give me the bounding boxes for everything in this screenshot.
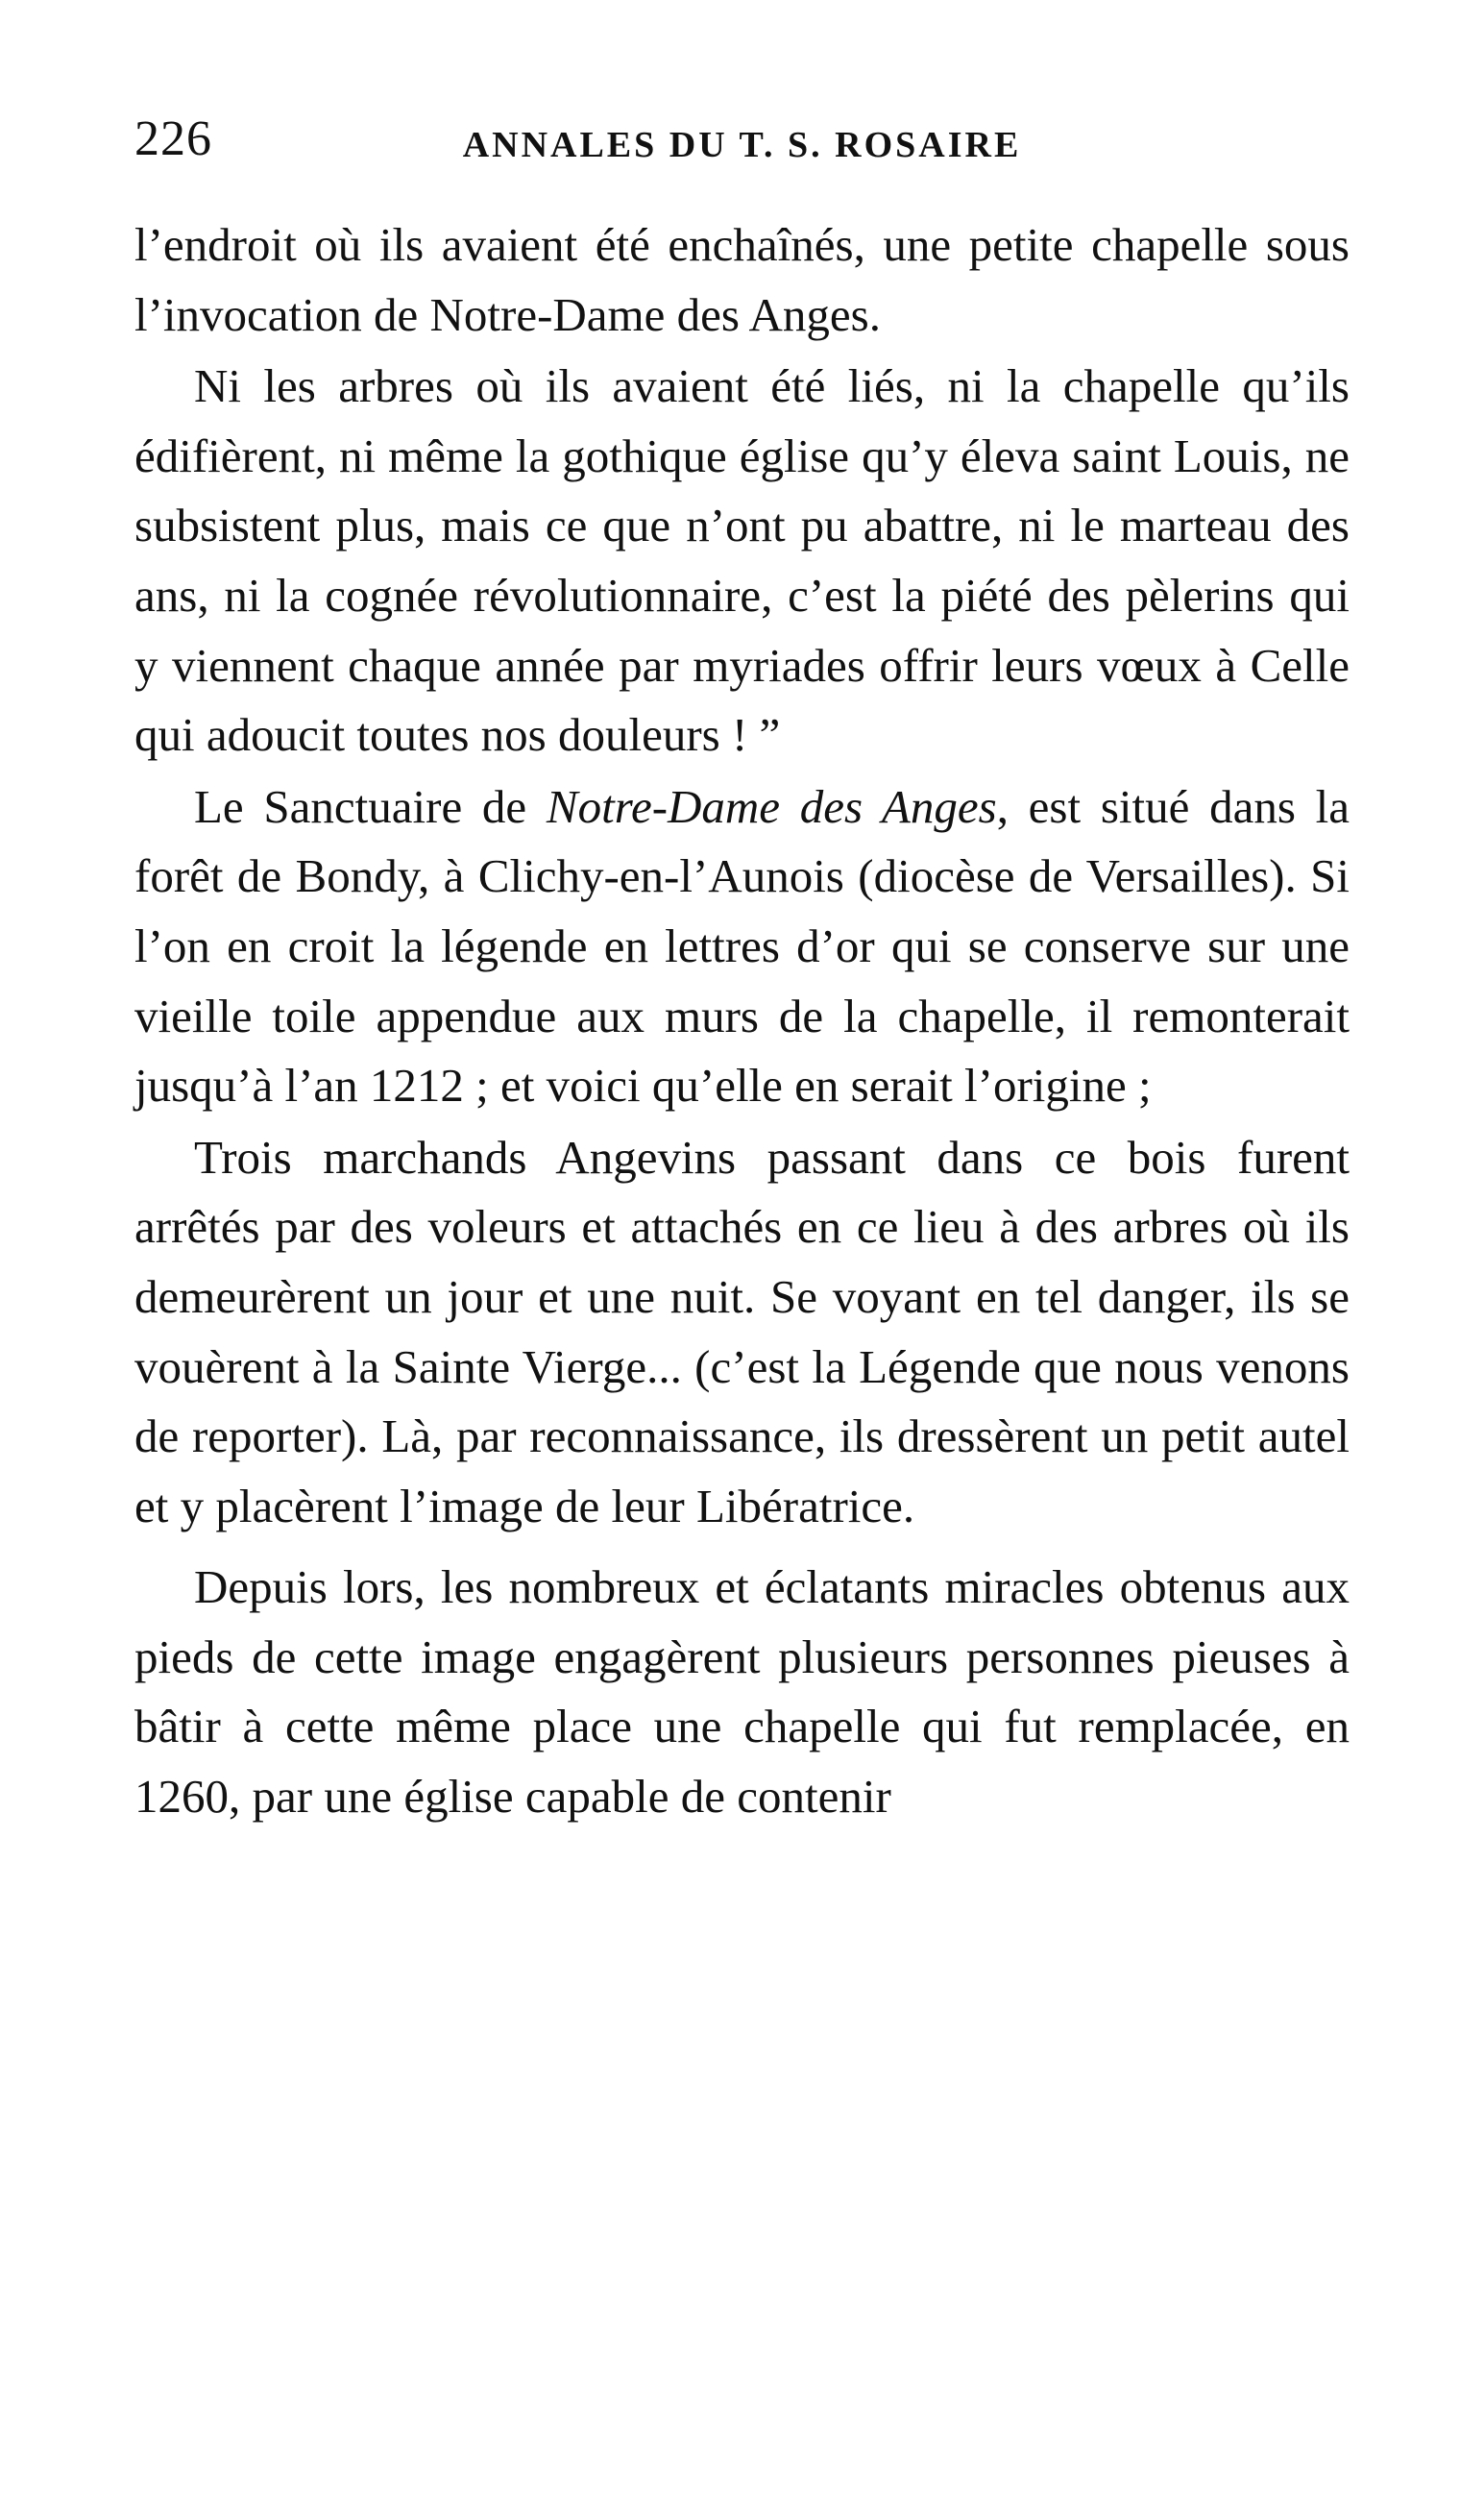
paragraph-continuation: l’endroit où ils avaient été enchaînés, une petite chapelle sous l’invocation de Notre-Dame des Anges. bbox=[134, 218, 1350, 341]
book-page bbox=[134, 110, 1350, 1832]
body-text bbox=[134, 210, 1350, 1832]
sanctuary-description: , est situé dans la forêt de Bondy, à Clichy-en-l’Aunois (diocèse de Versailles). Si l’on en croit la légende en lettres d’or qui se conserve sur une vieille toile appendue aux murs de la chapelle, il remonterait jusqu’à l’an 1212 ; et voici qu’elle en serait l’origine ; bbox=[134, 779, 1350, 1113]
paragraph-legend: Trois marchands Angevins passant dans ce bois furent arrêtés par des voleurs et attachés en ce lieu à des arbres où ils demeurèrent un jour et une nuit. Se voyant en tel danger, ils se vouèrent à la Sainte Vierge... (c’est la Légende que nous venons de reporter). Là, par reconnaissance, ils dressèrent un petit autel et y placèrent l’image de leur Libératrice. bbox=[134, 1130, 1350, 1532]
sanctuary-name: Notre-Dame des Anges bbox=[546, 779, 997, 833]
running-title: ANNALES DU T. S. ROSAIRE bbox=[462, 125, 1022, 165]
paragraph-ruins: Ni les arbres où ils avaient été liés, ni la chapelle qu’ils édifièrent, ni même la gothique église qu’y éleva saint Louis, ne subsistent plus, mais ce que n’ont pu abattre, ni le marteau des ans, ni la cognée révolutionnaire, c’est la piété des pèlerins qui y viennent chaque année par myriades offrir leurs vœux à Celle qui adoucit toutes nos douleurs ! ” bbox=[134, 359, 1350, 762]
paragraph-sanctuary bbox=[134, 772, 1350, 1121]
page-number: 226 bbox=[134, 111, 212, 166]
running-head bbox=[134, 110, 1350, 178]
paragraph-miracles: Depuis lors, les nombreux et éclatants miracles obtenus aux pieds de cette image engagèrent plusieurs personnes pieuses à bâtir à cette même place une chapelle qui fut remplacée, en 1260, par une église capable de contenir bbox=[134, 1560, 1350, 1824]
sanctuary-intro: Le Sanctuaire de bbox=[194, 779, 547, 833]
